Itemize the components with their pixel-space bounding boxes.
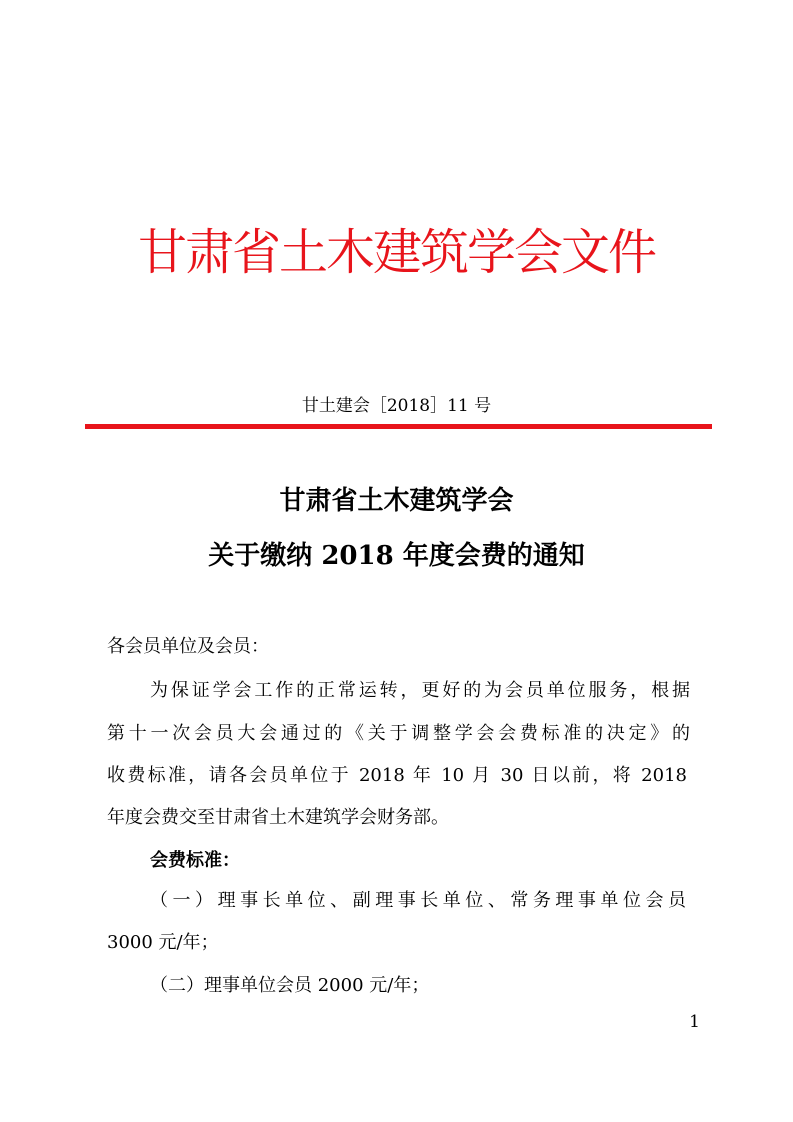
paragraph-line: 年度会费交至甘肃省土木建筑学会财务部。 bbox=[107, 807, 449, 828]
masthead-title: 甘肃省土木建筑学会文件 bbox=[137, 224, 655, 281]
paragraph-line: 为保证学会工作的正常运转，更好的为会员单位服务，根据 bbox=[150, 680, 690, 701]
paragraph-line: 收费标准，请各会员单位于 2018 年 10 月 30 日以前，将 2018 bbox=[107, 765, 687, 786]
fee-standard-heading: 会费标准： bbox=[150, 850, 240, 871]
notice-title-line-1: 甘肃省土木建筑学会 bbox=[279, 486, 514, 516]
document-number: 甘土建会［2018］11 号 bbox=[301, 396, 492, 416]
fee-item-1-line: （一）理事长单位、副理事长单位、常务理事单位会员 bbox=[150, 890, 686, 911]
fee-item-1-line: 3000 元/年； bbox=[107, 932, 219, 953]
red-divider-line bbox=[85, 424, 712, 429]
fee-item-2: （二）理事单位会员 2000 元/年； bbox=[150, 975, 430, 996]
page-number: 1 bbox=[689, 1012, 700, 1032]
salutation: 各会员单位及会员： bbox=[107, 636, 269, 657]
paragraph-line: 第十一次会员大会通过的《关于调整学会会费标准的决定》的 bbox=[107, 723, 690, 744]
notice-title-line-2: 关于缴纳 2018 年度会费的通知 bbox=[208, 541, 585, 571]
